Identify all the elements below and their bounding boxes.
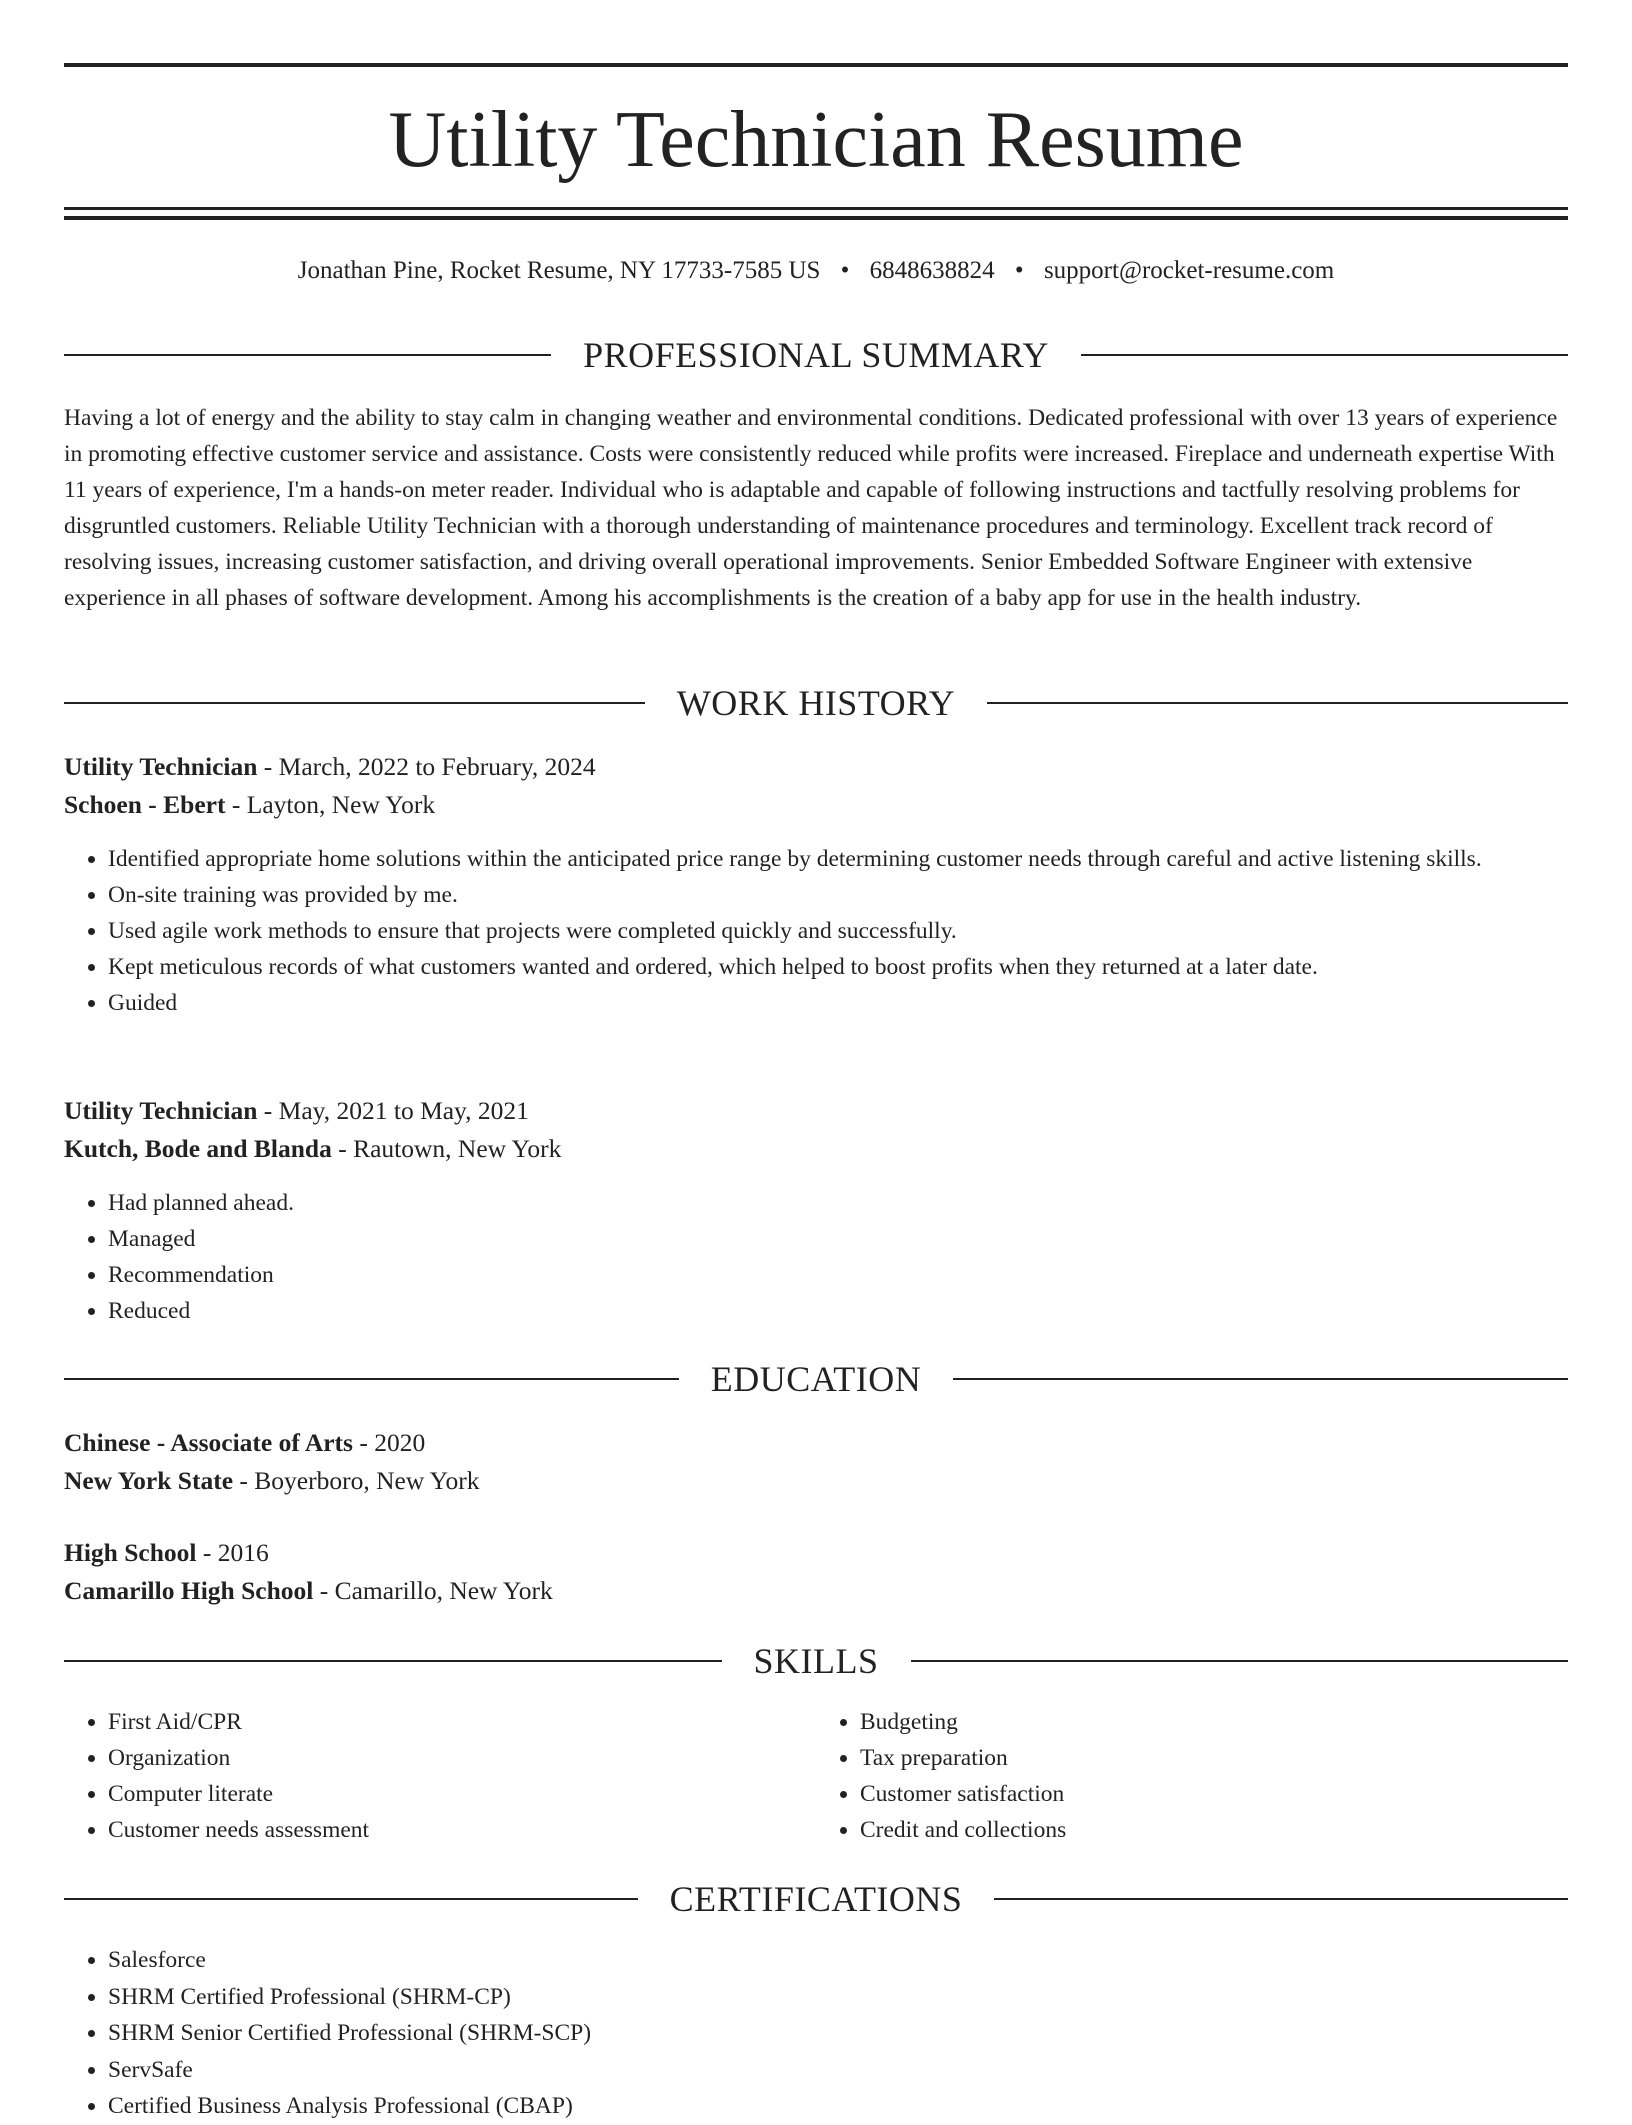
list-item: • SHRM Certified Professional (SHRM-CP) bbox=[108, 1979, 1568, 2016]
list-item: • Computer literate bbox=[108, 1776, 816, 1812]
heading-rule bbox=[64, 354, 551, 356]
education-degree-line bbox=[64, 1534, 1568, 1572]
section-heading-summary bbox=[64, 333, 1568, 377]
list-item: • SHRM Senior Certified Professional (SHRM-SCP) bbox=[108, 2015, 1568, 2052]
list-item: • Guided bbox=[108, 985, 1568, 1021]
education-year: - 2016 bbox=[196, 1538, 269, 1567]
list-item: • First Aid/CPR bbox=[108, 1704, 816, 1740]
contact-phone: 6848638824 bbox=[869, 257, 995, 284]
job-entry bbox=[64, 1092, 1568, 1168]
education-entry bbox=[64, 1424, 1568, 1500]
list-item: • Used agile work methods to ensure that projects were completed quickly and successfully. bbox=[108, 913, 1568, 949]
job-title-line bbox=[64, 748, 1568, 786]
education-school: Camarillo High School bbox=[64, 1576, 314, 1605]
section-title: PROFESSIONAL SUMMARY bbox=[583, 335, 1049, 375]
section-title: SKILLS bbox=[753, 1641, 879, 1681]
section-title: CERTIFICATIONS bbox=[669, 1879, 963, 1919]
job-bullets bbox=[64, 841, 1568, 1021]
job-location: - Rautown, New York bbox=[331, 1134, 562, 1163]
job-title: Utility Technician bbox=[64, 752, 258, 781]
skills-column-right bbox=[816, 1704, 1568, 1848]
list-item: • Recommendation bbox=[108, 1257, 1568, 1293]
job-bullets bbox=[64, 1185, 1568, 1329]
heading-rule bbox=[64, 1660, 722, 1662]
header-bottom-rule-2 bbox=[64, 216, 1568, 220]
list-item: • Certified Business Analysis Professional (CBAP) bbox=[108, 2088, 1568, 2125]
certifications-list bbox=[64, 1942, 1568, 2125]
education-degree-line bbox=[64, 1424, 1568, 1462]
job-company: Schoen - Ebert bbox=[64, 790, 226, 819]
skills-list bbox=[64, 1704, 1568, 1848]
heading-rule bbox=[64, 702, 645, 704]
list-item: • Had planned ahead. bbox=[108, 1185, 1568, 1221]
job-company: Kutch, Bode and Blanda bbox=[64, 1134, 332, 1163]
heading-rule bbox=[64, 1898, 638, 1900]
list-item: • Salesforce bbox=[108, 1942, 1568, 1979]
list-item: • Customer satisfaction bbox=[860, 1776, 1568, 1812]
contact-email: support@rocket-resume.com bbox=[1043, 257, 1335, 284]
job-dates: - March, 2022 to February, 2024 bbox=[257, 752, 596, 781]
header-bottom-rule bbox=[64, 207, 1568, 210]
list-item: • Credit and collections bbox=[860, 1812, 1568, 1848]
contact-separator: • bbox=[840, 257, 850, 284]
education-degree: Chinese - Associate of Arts bbox=[64, 1428, 353, 1457]
contact-line bbox=[64, 254, 1568, 288]
heading-rule bbox=[911, 1660, 1569, 1662]
list-item: • Managed bbox=[108, 1221, 1568, 1257]
header-top-rule bbox=[64, 63, 1568, 67]
summary-text: Having a lot of energy and the ability to stay calm in changing weather and environmental conditions. Dedicated professional with over 13 years of experience in promoting effective customer service and assistance. Costs were consistently reduced while profits were increased. Fireplace and underneath expertise With 11 years of experience, I'm a hands-on meter reader. Individual who is adaptable and capable of following instructions and tactfully resolving problems for disgruntled customers. Reliable Utility Technician with a thorough understanding of maintenance procedures and terminology. Excellent track record of resolving issues, increasing customer satisfaction, and driving overall operational improvements. Senior Embedded Software Engineer with extensive experience in all phases of software development. Among his accomplishments is the creation of a baby app for use in the health industry. bbox=[64, 405, 1558, 611]
skills-column-left bbox=[64, 1704, 816, 1848]
education-school-line bbox=[64, 1572, 1568, 1610]
heading-rule bbox=[1081, 354, 1568, 356]
job-title-line bbox=[64, 1092, 1568, 1130]
education-year: - 2020 bbox=[352, 1428, 426, 1457]
section-title: EDUCATION bbox=[710, 1359, 922, 1399]
list-item: • ServSafe bbox=[108, 2052, 1568, 2089]
section-heading-education bbox=[64, 1357, 1568, 1401]
list-item: • Budgeting bbox=[860, 1704, 1568, 1740]
education-school: New York State bbox=[64, 1466, 234, 1495]
list-item: • Kept meticulous records of what customers wanted and ordered, which helped to boost profits when they returned at a later date. bbox=[108, 949, 1568, 985]
contact-separator: • bbox=[1014, 257, 1024, 284]
contact-address: Jonathan Pine, Rocket Resume, NY 17733-7585 US bbox=[297, 257, 821, 284]
heading-rule bbox=[994, 1898, 1568, 1900]
heading-rule bbox=[64, 1378, 679, 1380]
section-heading-skills bbox=[64, 1639, 1568, 1683]
job-company-line bbox=[64, 1130, 1568, 1168]
list-item: • Organization bbox=[108, 1740, 816, 1776]
education-location: - Boyerboro, New York bbox=[233, 1466, 480, 1495]
education-school-line bbox=[64, 1462, 1568, 1500]
job-company-line bbox=[64, 786, 1568, 824]
job-location: - Layton, New York bbox=[225, 790, 436, 819]
job-title: Utility Technician bbox=[64, 1096, 258, 1125]
list-item: • Tax preparation bbox=[860, 1740, 1568, 1776]
list-item: • Identified appropriate home solutions within the anticipated price range by determining customer needs through careful and active listening skills. bbox=[108, 841, 1568, 877]
job-entry bbox=[64, 748, 1568, 824]
education-location: - Camarillo, New York bbox=[313, 1576, 553, 1605]
heading-rule bbox=[953, 1378, 1568, 1380]
job-dates: - May, 2021 to May, 2021 bbox=[257, 1096, 529, 1125]
section-heading-work bbox=[64, 681, 1568, 725]
list-item: • Reduced bbox=[108, 1293, 1568, 1329]
education-degree: High School bbox=[64, 1538, 197, 1567]
page-title: Utility Technician Resume bbox=[388, 96, 1244, 184]
education-entry bbox=[64, 1534, 1568, 1610]
heading-rule bbox=[987, 702, 1568, 704]
section-title: WORK HISTORY bbox=[676, 683, 956, 723]
list-item: • On-site training was provided by me. bbox=[108, 877, 1568, 913]
list-item: • Customer needs assessment bbox=[108, 1812, 816, 1848]
section-heading-certifications bbox=[64, 1877, 1568, 1921]
